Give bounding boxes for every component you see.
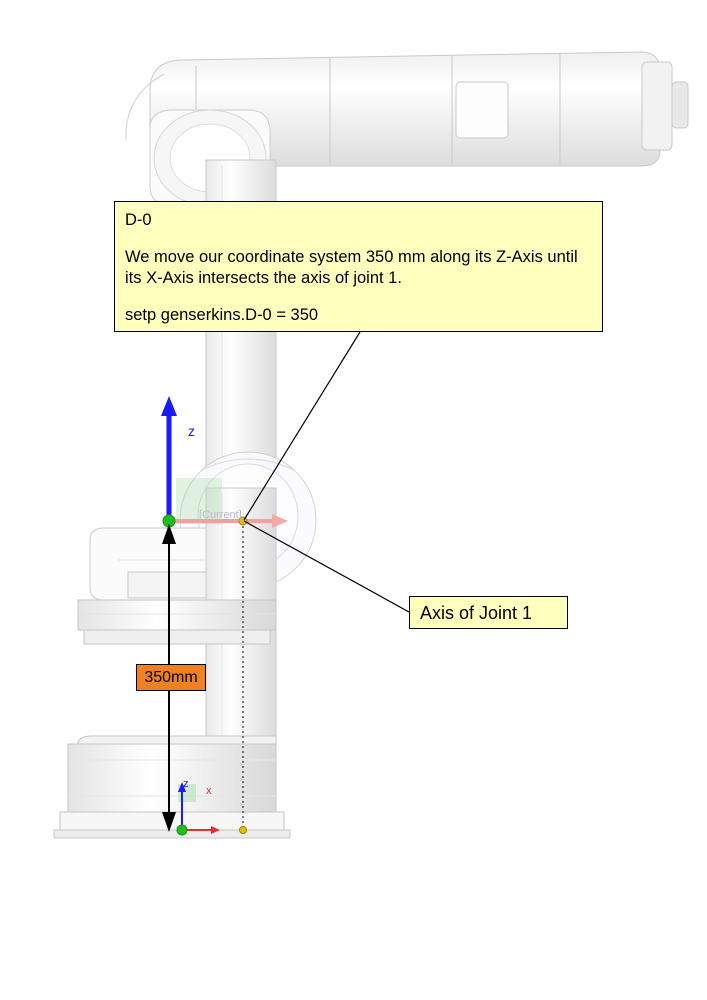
callout-d0-text: We move our coordinate system 350 mm along its Z-Axis until its X-Axis intersects the axis of joint 1. (125, 248, 578, 287)
axis-label-z-upper: z (188, 423, 195, 439)
origin-current-label: [Current] (199, 509, 242, 521)
callout-axis-of-joint-1: Axis of Joint 1 (409, 596, 568, 629)
callout-d0-title: D-0 (125, 211, 152, 229)
callout-d0 (114, 201, 603, 332)
axis-label-x-lower: x (206, 785, 212, 797)
upper-z-axis (161, 396, 177, 522)
leader-line-joint-axis (244, 521, 409, 612)
leader-line-d0 (244, 332, 360, 520)
joint1-axis-line (239, 517, 247, 834)
callout-d0-code: setp genserkins.D-0 = 350 (125, 306, 319, 324)
dimension-label-350mm: 350mm (136, 664, 206, 691)
axis-label-z-lower: z (183, 778, 189, 790)
